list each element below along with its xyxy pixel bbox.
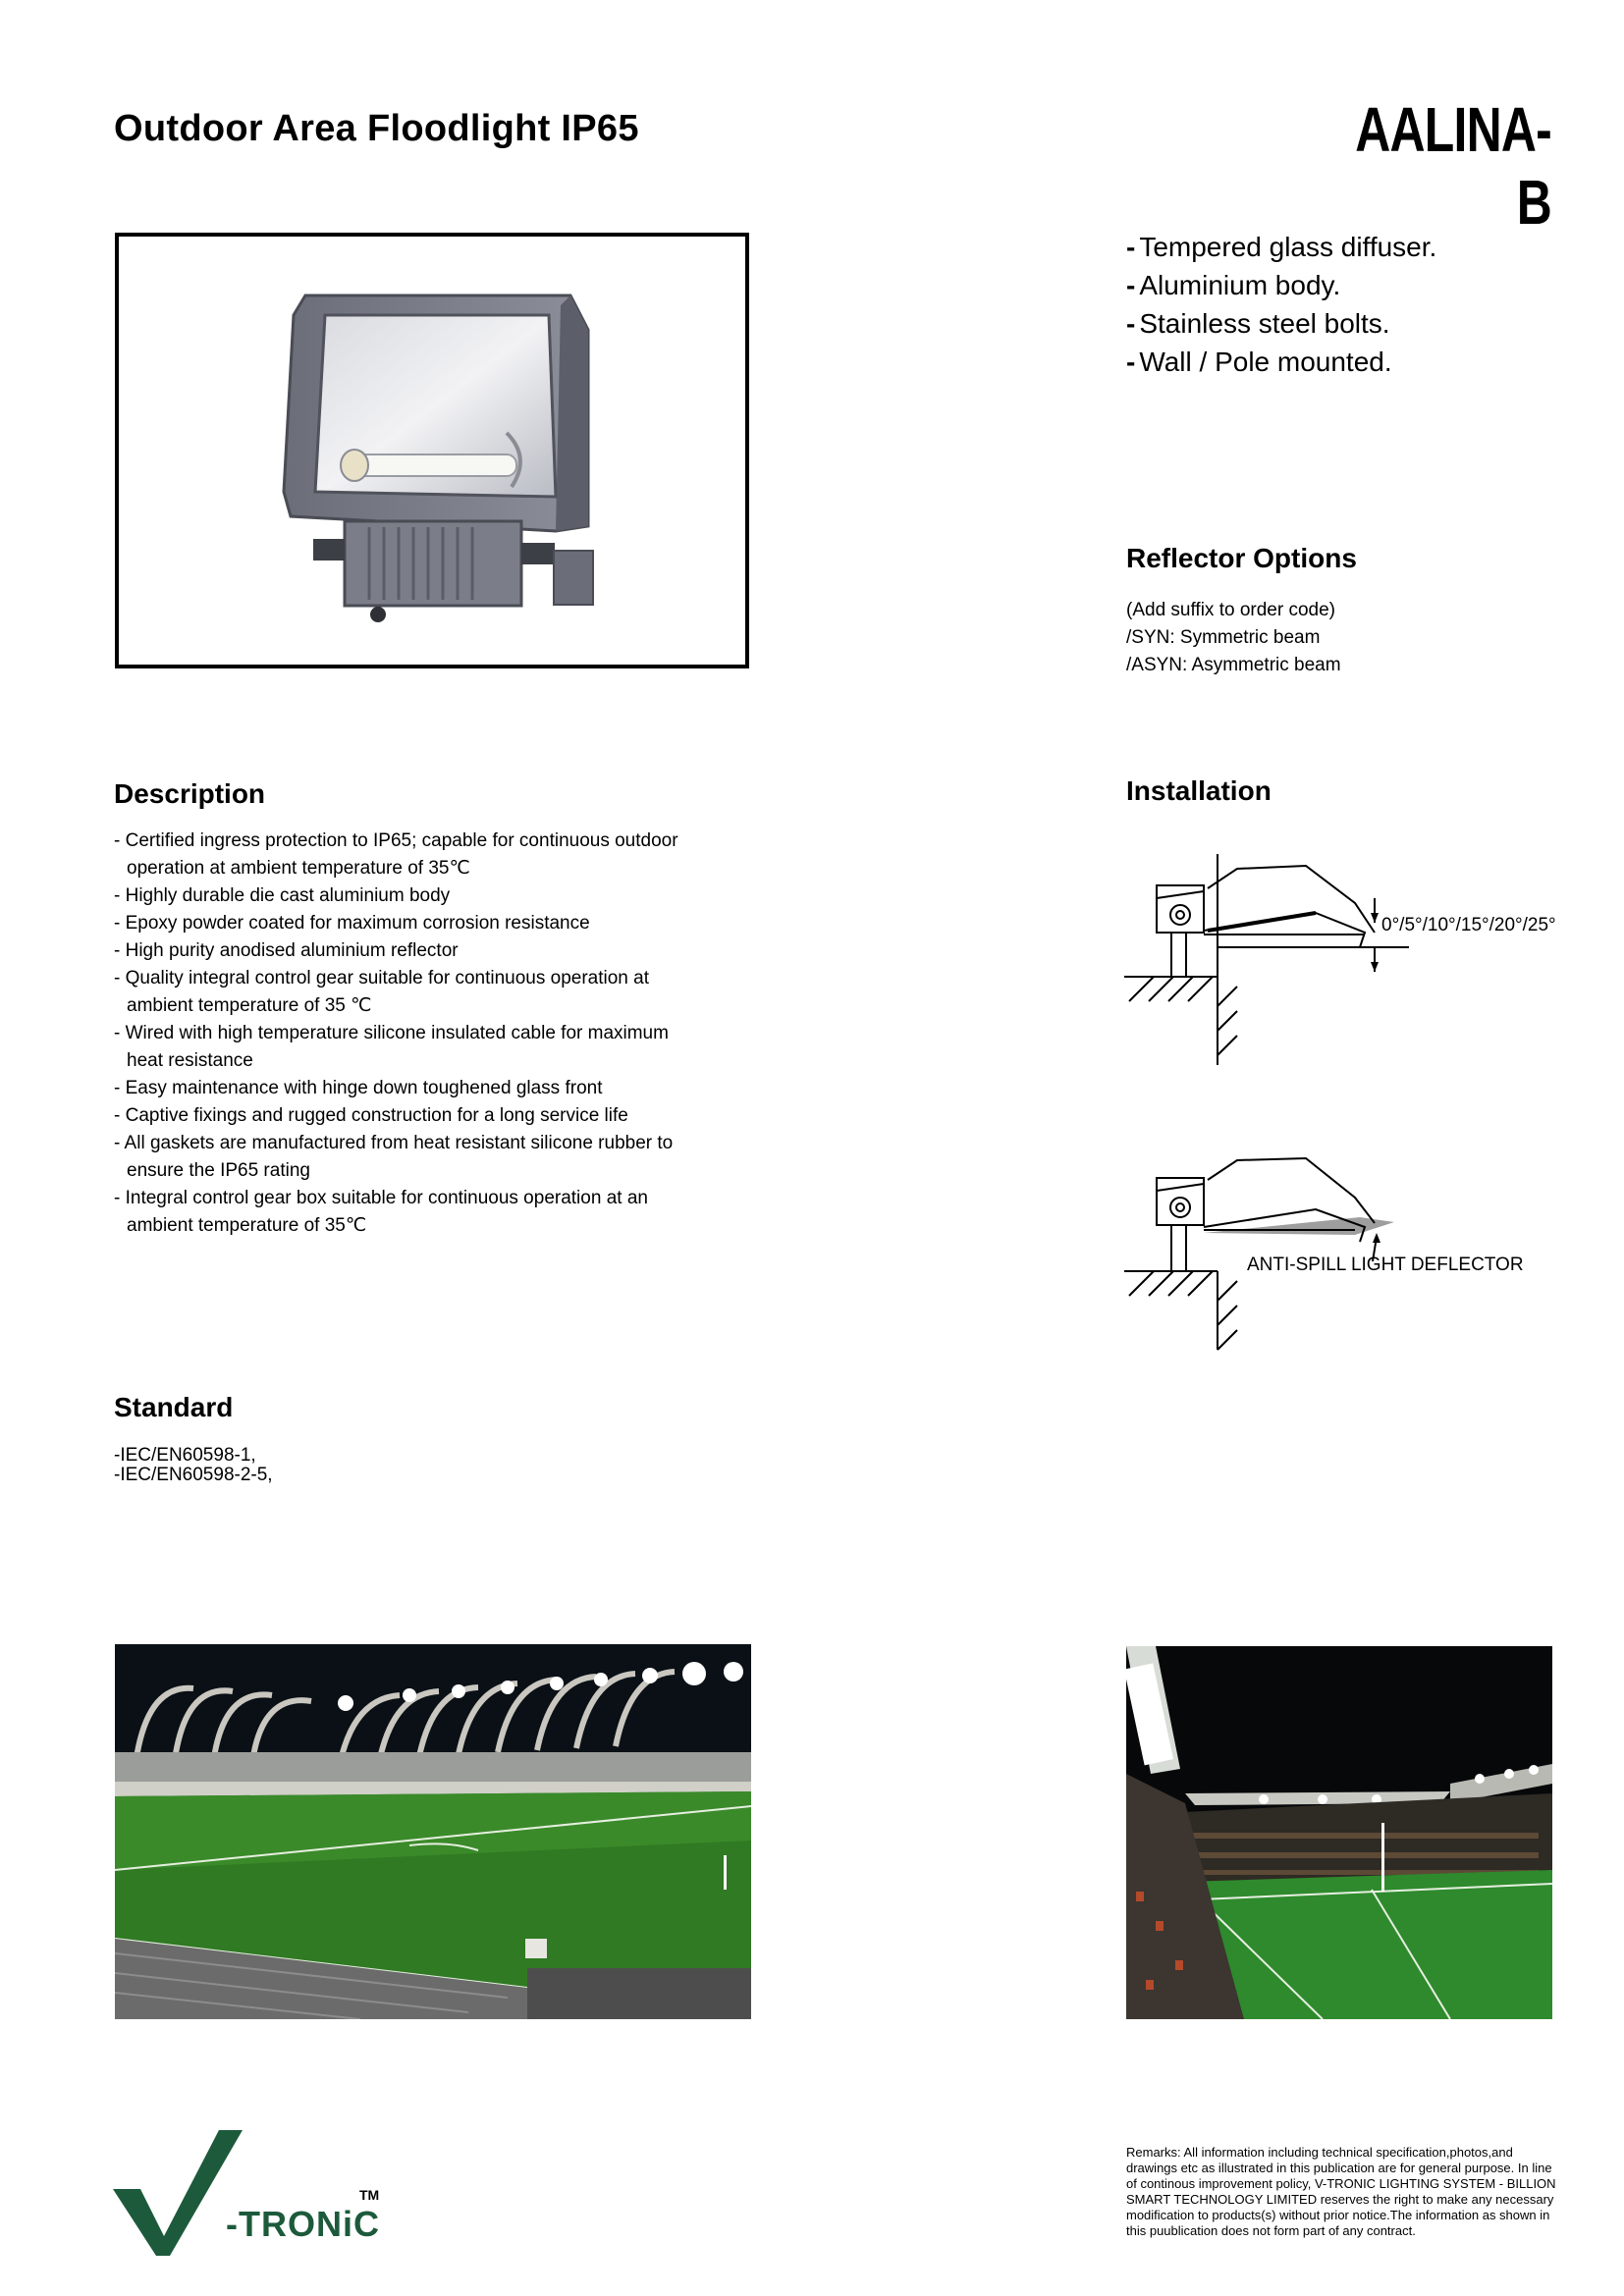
reflector-options [1126, 597, 1341, 679]
brand-name: -TRONiC [226, 2204, 380, 2244]
description-item: - Integral control gear box suitable for continuous operation at an ambient temperature of 35℃ [114, 1188, 648, 1236]
trademark-mark: TM [359, 2187, 380, 2203]
feature-item: - Wall / Pole mounted. [1126, 347, 1392, 377]
stadium-photo-left [115, 1644, 751, 2019]
description-item: - High purity anodised aluminium reflector [114, 940, 459, 961]
product-photo-frame [115, 233, 749, 668]
remarks-text: Remarks: All information including technical specification,photos,and drawings etc as illustrated in this publication are for general purpose. In line of continous improvement policy, V-TRONIC LIGHTING SYSTEM - BILLION SMART TECHNOLOGY LIMITED reserves the right to make any necessary modification to products(s) without prior notice.The information as shown in this puublication does not form part of any contract. [1126, 2145, 1556, 2238]
description-item: - Highly durable die cast aluminium body [114, 885, 451, 906]
standard-line: -IEC/EN60598-1, [114, 1445, 256, 1466]
installation-diagram-deflector [1119, 1148, 1591, 1355]
tilt-angle-label: 0°/5°/10°/15°/20°/25° [1381, 915, 1556, 935]
description-item: - Easy maintenance with hinge down toughened glass front [114, 1078, 603, 1098]
description-item: - Wired with high temperature silicone insulated cable for maximum heat resistance [114, 1023, 669, 1071]
installation-diagram-tilt [1119, 844, 1591, 1070]
description-item: - Quality integral control gear suitable for continuous operation at ambient temperature of 35 ℃ [114, 968, 649, 1016]
description-item: - All gaskets are manufactured from heat resistant silicone rubber to ensure the IP65 rating [114, 1133, 674, 1181]
stadium-photo-right [1126, 1646, 1552, 2019]
reflector-line: /ASYN: Asymmetric beam [1126, 655, 1341, 675]
standard-line: -IEC/EN60598-2-5, [114, 1465, 273, 1485]
reflector-heading: Reflector Options [1126, 543, 1357, 573]
description-item: - Epoxy powder coated for maximum corrosion resistance [114, 913, 590, 934]
feature-item: - Aluminium body. [1126, 270, 1341, 300]
page-title: Outdoor Area Floodlight IP65 [114, 108, 639, 149]
installation-heading: Installation [1126, 775, 1272, 806]
feature-item: - Stainless steel bolts. [1126, 308, 1390, 339]
feature-list [1126, 228, 1436, 381]
description-item: - Certified ingress protection to IP65; capable for continuous outdoor operation at ambient temperature of 35℃ [114, 830, 678, 879]
description-item: - Captive fixings and rugged construction for a long service life [114, 1105, 628, 1126]
feature-item: - Tempered glass diffuser. [1126, 232, 1437, 262]
deflector-label: ANTI-SPILL LIGHT DEFLECTOR [1247, 1255, 1524, 1275]
description-heading: Description [114, 778, 266, 809]
description-list [114, 828, 703, 1240]
model-name: AALINA-B [1355, 94, 1551, 238]
standard-heading: Standard [114, 1392, 234, 1422]
standard-list [114, 1446, 273, 1485]
reflector-line: /SYN: Symmetric beam [1126, 627, 1321, 648]
floodlight-image [119, 237, 745, 665]
reflector-line: (Add suffix to order code) [1126, 600, 1335, 620]
